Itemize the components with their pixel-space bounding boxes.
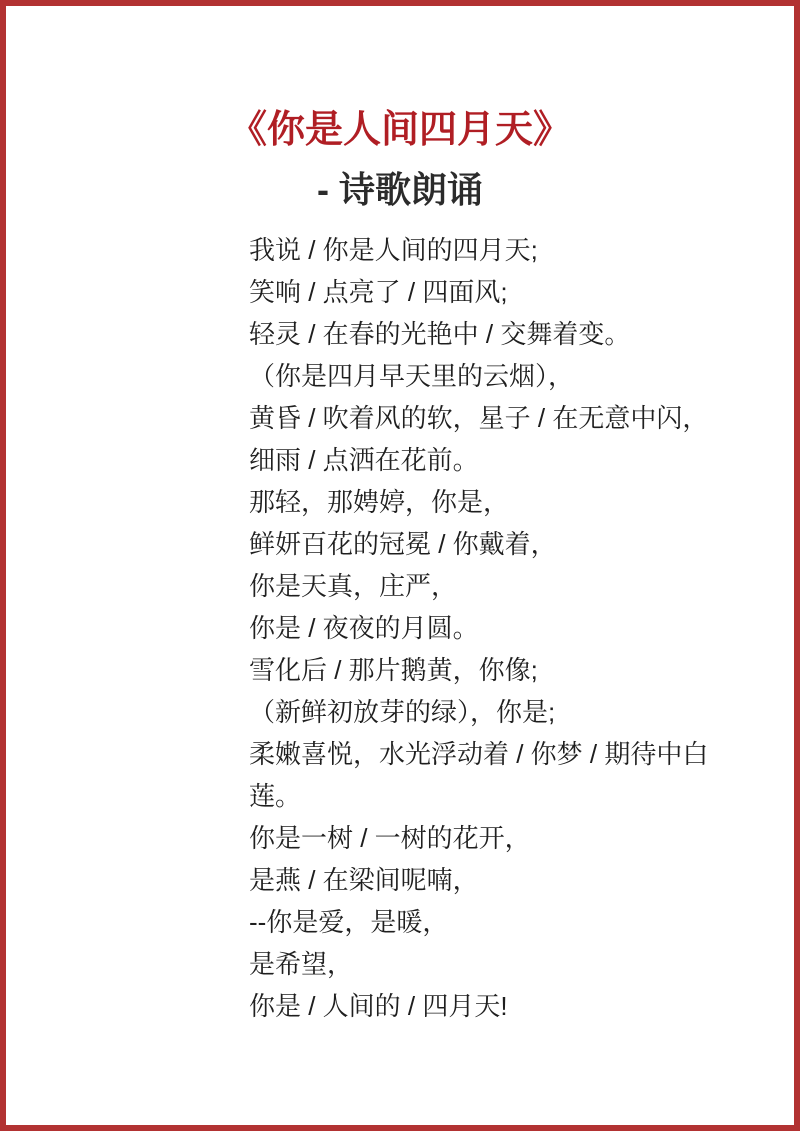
poem-line: 柔嫩喜悦，水光浮动着 / 你梦 / 期待中白 [249,739,709,769]
poem-subtitle: - 诗歌朗诵 [317,169,483,210]
poem-body [249,229,719,1027]
poem-line: 你是一树 / 一树的花开， [249,823,531,853]
poem-line: 鲜妍百花的冠冕 / 你戴着， [249,529,557,559]
poem-line: 轻灵 / 在春的光艳中 / 交舞着变。 [249,319,631,349]
poem-line: 雪化后 / 那片鹅黄，你像; [249,655,538,685]
poem-line: （你是四月早天里的云烟）， [249,361,575,391]
poem-line: 那轻，那娉婷，你是， [249,487,510,517]
poem-line: 细雨 / 点洒在花前。 [249,445,479,475]
poem-line: 你是 / 人间的 / 四月天! [249,991,508,1021]
poem-line: 你是 / 夜夜的月圆。 [249,613,479,643]
poem-line: 黄昏 / 吹着风的软，星子 / 在无意中闪， [249,403,709,433]
poem-line: 是希望， [249,949,354,979]
poem-line: --你是爱，是暖， [249,907,449,937]
poem-line: 笑响 / 点亮了 / 四面风; [249,277,508,307]
poem-title: 《你是人间四月天》 [228,109,571,151]
poem-line: 我说 / 你是人间的四月天; [249,235,538,265]
poem-line: 莲。 [249,781,302,811]
poem-line: 是燕 / 在梁间呢喃， [249,865,479,895]
poem-line: 你是天真，庄严， [249,571,458,601]
poem-line: （新鲜初放芽的绿），你是; [249,697,556,727]
